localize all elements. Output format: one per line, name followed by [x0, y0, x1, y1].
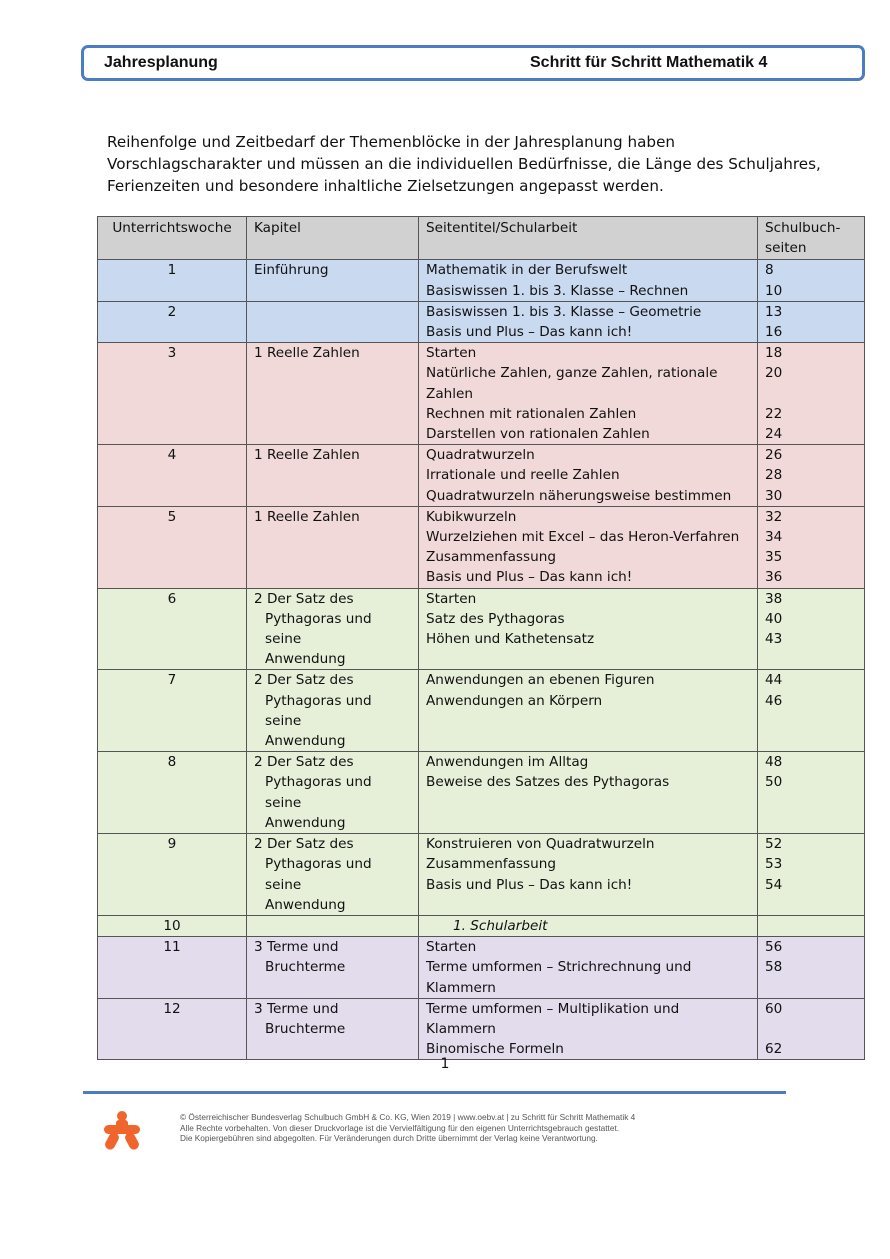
publisher-logo-icon	[103, 1110, 141, 1150]
title-cell	[419, 506, 758, 588]
pages-cell	[758, 301, 865, 342]
title-cell	[419, 915, 758, 936]
week-cell: 9	[98, 834, 247, 916]
footer-line: Alle Rechte vorbehalten. Von dieser Druckvorlage ist die Vervielfältigung für den eigenen Unterrichtsgebrauch gestattet.	[180, 1122, 620, 1133]
page-number-line: 35	[765, 549, 783, 566]
title-line: Beweise des Satzes des Pythagoras	[426, 774, 670, 791]
title-line: Terme umformen – Multiplikation und	[426, 1000, 680, 1017]
intro-line: Reihenfolge und Zeitbedarf der Themenblöcke in der Jahresplanung haben	[107, 133, 676, 151]
chapter-line: 3 Terme und	[254, 1000, 339, 1017]
footer-line: Die Kopiergebühren sind abgegolten. Für Veränderungen durch Dritte übernimmt der Verlag keine Verantwortung.	[180, 1133, 598, 1143]
page-number-line: 18	[765, 345, 783, 362]
week-cell: 2	[98, 301, 247, 342]
table-row	[98, 998, 865, 1060]
footer-divider	[83, 1091, 786, 1094]
pages-cell	[758, 588, 865, 670]
title-cell	[419, 752, 758, 834]
week-cell: 1	[98, 260, 247, 301]
page-number-line: 28	[765, 467, 783, 484]
title-line: Starten	[426, 345, 477, 362]
chapter-line: Pythagoras und seine	[265, 774, 372, 811]
title-line: Basiswissen 1. bis 3. Klasse – Rechnen	[426, 282, 689, 299]
title-line: Klammern	[426, 979, 496, 996]
page-number-line: 50	[765, 774, 783, 791]
title-cell	[419, 343, 758, 445]
title-line: Satz des Pythagoras	[426, 610, 565, 627]
title-cell	[419, 260, 758, 301]
title-line: Zusammenfassung	[426, 549, 556, 566]
chapter-line: Anwendung	[265, 814, 346, 831]
pages-cell	[758, 937, 865, 999]
table-row	[98, 301, 865, 342]
header-week: Unterrichtswoche	[98, 217, 247, 260]
chapter-cell	[247, 834, 419, 916]
title-line: Darstellen von rationalen Zahlen	[426, 426, 650, 443]
year-plan-table	[97, 216, 865, 1060]
page-number-line: 40	[765, 610, 783, 627]
title-line: Mathematik in der Berufswelt	[426, 262, 628, 279]
page-number-line	[765, 1019, 857, 1039]
page-number-line: 62	[765, 1041, 783, 1058]
chapter-line: 1 Reelle Zahlen	[254, 508, 360, 525]
page-number-line: 54	[765, 876, 783, 893]
title-cell	[419, 588, 758, 670]
page-number-line: 46	[765, 692, 783, 709]
page-number-line: 53	[765, 856, 783, 873]
title-line: Rechnen mit rationalen Zahlen	[426, 405, 637, 422]
table-row	[98, 670, 865, 752]
chapter-line: Pythagoras und seine	[265, 610, 372, 648]
week-cell: 12	[98, 998, 247, 1060]
table-row	[98, 588, 865, 670]
chapter-line: 2 Der Satz des	[254, 590, 354, 607]
chapter-line: Anwendung	[265, 651, 346, 668]
chapter-cell	[247, 301, 419, 342]
week-cell: 6	[98, 588, 247, 670]
title-line: Zahlen	[426, 385, 474, 402]
page-number-line: 13	[765, 303, 783, 320]
week-cell: 5	[98, 506, 247, 588]
title-line: Natürliche Zahlen, ganze Zahlen, rationale	[426, 365, 718, 382]
intro-line: Ferienzeiten und besondere inhaltliche Zielsetzungen angepasst werden.	[107, 177, 664, 195]
table-row	[98, 915, 865, 936]
title-line: Quadratwurzeln	[426, 447, 535, 464]
week-cell: 11	[98, 937, 247, 999]
title-line: Starten	[426, 590, 477, 607]
title-cell	[419, 937, 758, 999]
pages-cell	[758, 752, 865, 834]
chapter-cell	[247, 998, 419, 1060]
page-number-line: 36	[765, 569, 783, 586]
title-line: Klammern	[426, 1020, 496, 1037]
header-pages-line: Schulbuch-	[765, 220, 841, 236]
chapter-line: 1 Reelle Zahlen	[254, 345, 360, 362]
page-number-line: 60	[765, 1000, 783, 1017]
footer-line: © Österreichischer Bundesverlag Schulbuch GmbH & Co. KG, Wien 2019 | www.oebv.at | zu Schritt für Schritt Mathematik 4	[180, 1112, 636, 1122]
chapter-cell	[247, 445, 419, 507]
title-line: Wurzelziehen mit Excel – das Heron-Verfahren	[426, 529, 740, 546]
title-line: Quadratwurzeln näherungsweise bestimmen	[426, 487, 732, 504]
chapter-line: 2 Der Satz des	[254, 672, 354, 689]
chapter-line: Einführung	[254, 262, 329, 279]
table-row	[98, 260, 865, 301]
chapter-line: Pythagoras und seine	[265, 856, 372, 893]
page-number-line: 16	[765, 324, 783, 341]
chapter-line: Pythagoras und seine	[265, 692, 372, 729]
title-line: Konstruieren von Quadratwurzeln	[426, 836, 655, 853]
page-number-line: 32	[765, 508, 783, 525]
page-number-line: 44	[765, 672, 783, 689]
week-cell: 4	[98, 445, 247, 507]
page-number-line	[765, 384, 857, 404]
title-line: Binomische Formeln	[426, 1041, 564, 1058]
footer-copyright	[180, 1112, 635, 1144]
title-cell	[419, 445, 758, 507]
header-pages-line: seiten	[765, 240, 807, 257]
chapter-cell	[247, 343, 419, 445]
table-row	[98, 752, 865, 834]
pages-cell	[758, 915, 865, 936]
chapter-line: 2 Der Satz des	[254, 836, 354, 853]
page-number-line: 56	[765, 939, 783, 956]
title-line: Basis und Plus – Das kann ich!	[426, 324, 633, 341]
chapter-line: 1 Reelle Zahlen	[254, 447, 360, 464]
page-number-line: 26	[765, 447, 783, 464]
title-line: Basis und Plus – Das kann ich!	[426, 876, 633, 893]
intro-paragraph	[107, 131, 827, 197]
chapter-cell	[247, 915, 419, 936]
page-number-line: 30	[765, 487, 783, 504]
week-cell: 3	[98, 343, 247, 445]
title-cell	[419, 670, 758, 752]
chapter-cell	[247, 670, 419, 752]
header-title: Seitentitel/Schularbeit	[419, 217, 758, 260]
chapter-line: 3 Terme und	[254, 939, 339, 956]
chapter-cell	[247, 588, 419, 670]
week-cell: 8	[98, 752, 247, 834]
chapter-line: 2 Der Satz des	[254, 754, 354, 771]
title-line: Kubikwurzeln	[426, 508, 517, 525]
title-line: Starten	[426, 939, 477, 956]
header-pages	[758, 217, 865, 260]
title-line: Terme umformen – Strichrechnung und	[426, 959, 692, 976]
pages-cell	[758, 260, 865, 301]
table-row	[98, 506, 865, 588]
pages-cell	[758, 998, 865, 1060]
page-number-line: 34	[765, 529, 783, 546]
chapter-line: Anwendung	[265, 896, 346, 913]
pages-cell	[758, 343, 865, 445]
title-line: Zusammenfassung	[426, 856, 556, 873]
school-exam-label: 1. Schularbeit	[453, 917, 548, 934]
pages-cell	[758, 670, 865, 752]
page-number-line: 8	[765, 262, 774, 279]
table-header-row	[98, 217, 865, 260]
page-number-line: 10	[765, 282, 783, 299]
intro-line: Vorschlagscharakter und müssen an die individuellen Bedürfnisse, die Länge des Schuljahres,	[107, 155, 821, 173]
title-cell	[419, 301, 758, 342]
page-number-line: 43	[765, 631, 783, 648]
title-line: Irrationale und reelle Zahlen	[426, 467, 620, 484]
table-row	[98, 343, 865, 445]
chapter-cell	[247, 752, 419, 834]
chapter-cell	[247, 937, 419, 999]
page-number-line: 20	[765, 365, 783, 382]
table-row	[98, 834, 865, 916]
page-number: 1	[440, 1056, 450, 1072]
pages-cell	[758, 834, 865, 916]
pages-cell	[758, 506, 865, 588]
table-row	[98, 445, 865, 507]
title-line: Anwendungen im Alltag	[426, 754, 589, 771]
title-line: Basiswissen 1. bis 3. Klasse – Geometrie	[426, 303, 702, 320]
week-cell: 10	[98, 915, 247, 936]
chapter-cell	[247, 260, 419, 301]
page-number-line: 52	[765, 836, 783, 853]
title-line: Basis und Plus – Das kann ich!	[426, 569, 633, 586]
page-number-line: 58	[765, 959, 783, 976]
page-number-line: 48	[765, 754, 783, 771]
header-title: Jahresplanung	[104, 54, 218, 71]
chapter-line: Anwendung	[265, 733, 346, 750]
page-number-line: 24	[765, 426, 783, 443]
title-line: Höhen und Kathetensatz	[426, 631, 595, 648]
table-row	[98, 937, 865, 999]
title-cell	[419, 834, 758, 916]
page-number-line: 22	[765, 405, 783, 422]
week-cell: 7	[98, 670, 247, 752]
page-number-line: 38	[765, 590, 783, 607]
header-book-title: Schritt für Schritt Mathematik 4	[530, 54, 768, 71]
chapter-cell	[247, 506, 419, 588]
title-cell	[419, 998, 758, 1060]
header-chapter: Kapitel	[247, 217, 419, 260]
chapter-line: Bruchterme	[265, 1020, 346, 1037]
pages-cell	[758, 445, 865, 507]
title-line: Anwendungen an Körpern	[426, 692, 603, 709]
title-line: Anwendungen an ebenen Figuren	[426, 672, 655, 689]
chapter-line: Bruchterme	[265, 959, 346, 976]
